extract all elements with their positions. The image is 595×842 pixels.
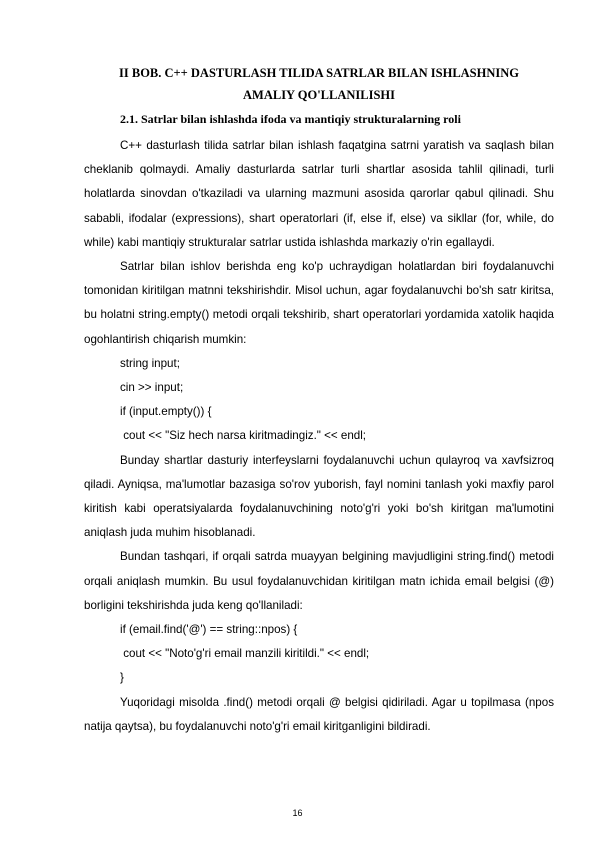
- page-number: 16: [292, 808, 303, 818]
- section-heading: 2.1. Satrlar bilan ishlashda ifoda va mantiqiy strukturalarning roli: [120, 112, 461, 126]
- code-line: }: [120, 671, 124, 685]
- paragraph: Bundan tashqari, if orqali satrda muayyan belgining mavjudligini string.find() metodi orqali aniqlash mumkin. Bu usul foydalanuvchidan kiritilgan matn ichida email belgisi (@) borligini tekshirishda juda keng qo'llaniladi:: [84, 550, 554, 612]
- code-line: cout << "Siz hech narsa kiritmadingiz." << endl;: [120, 429, 367, 443]
- code-line: string input;: [120, 356, 180, 370]
- chapter-heading: II BOB. C++ DASTURLASH TILIDA SATRLAR BILAN ISHLASHNING AMALIY QO'LLANILISHI: [119, 66, 519, 102]
- code-line: if (email.find('@') == string::npos) {: [120, 623, 298, 637]
- paragraph: Yuqoridagi misolda .find() metodi orqali @ belgisi qidiriladi. Agar u topilmasa (npos natija qaytsa), bu foydalanuvchi noto'g'ri email kiritganligini bildiradi.: [84, 695, 554, 733]
- code-line: if (input.empty()) {: [120, 405, 212, 419]
- code-line: cout << "Noto'g'ri email manzili kiritildi." << endl;: [120, 647, 370, 661]
- paragraph: Satrlar bilan ishlov berishda eng ko'p uchraydigan holatlardan biri foydalanuvchi tomonidan kiritilgan matnni tekshirishdir. Misol uchun, agar foydalanuvchi bo'sh satr kiritsa, bu holatni string.empty() metodi orqali tekshirib, shart operatorlari yordamida xatolik haqida ogohlantirish chiqarish mumkin:: [84, 260, 554, 346]
- code-line: cin >> input;: [120, 381, 184, 395]
- paragraph: Bunday shartlar dasturiy interfeyslarni foydalanuvchi uchun qulayroq va xavfsizroq qiladi. Ayniqsa, ma'lumotlar bazasiga so'rov yuborish, fayl nomini tanlash yoki maxfiy parol kiritish kabi operatsiyalarda foydalanuvchining noto'g'ri yoki bo'sh kiritgan ma'lumotini aniqlash juda muhim hisoblanadi.: [84, 453, 554, 540]
- body-text: [84, 134, 554, 739]
- paragraph: C++ dasturlash tilida satrlar bilan ishlash faqatgina satrni yaratish va saqlash bilan cheklanib qolmaydi. Amaliy dasturlarda satrlar turli shartlar asosida tahlil qilinadi, turli holatlarda sinovdan o'tkaziladi va ularning mazmuni asosida qarorlar qabul qilinadi. Shu sababli, ifodalar (expressions), shart operatorlari (if, else if, else) va sikllar (for, while, do while) kabi mantiqiy strukturalar satrlar ustida ishlashda markaziy o'rin egallaydi.: [84, 139, 554, 249]
